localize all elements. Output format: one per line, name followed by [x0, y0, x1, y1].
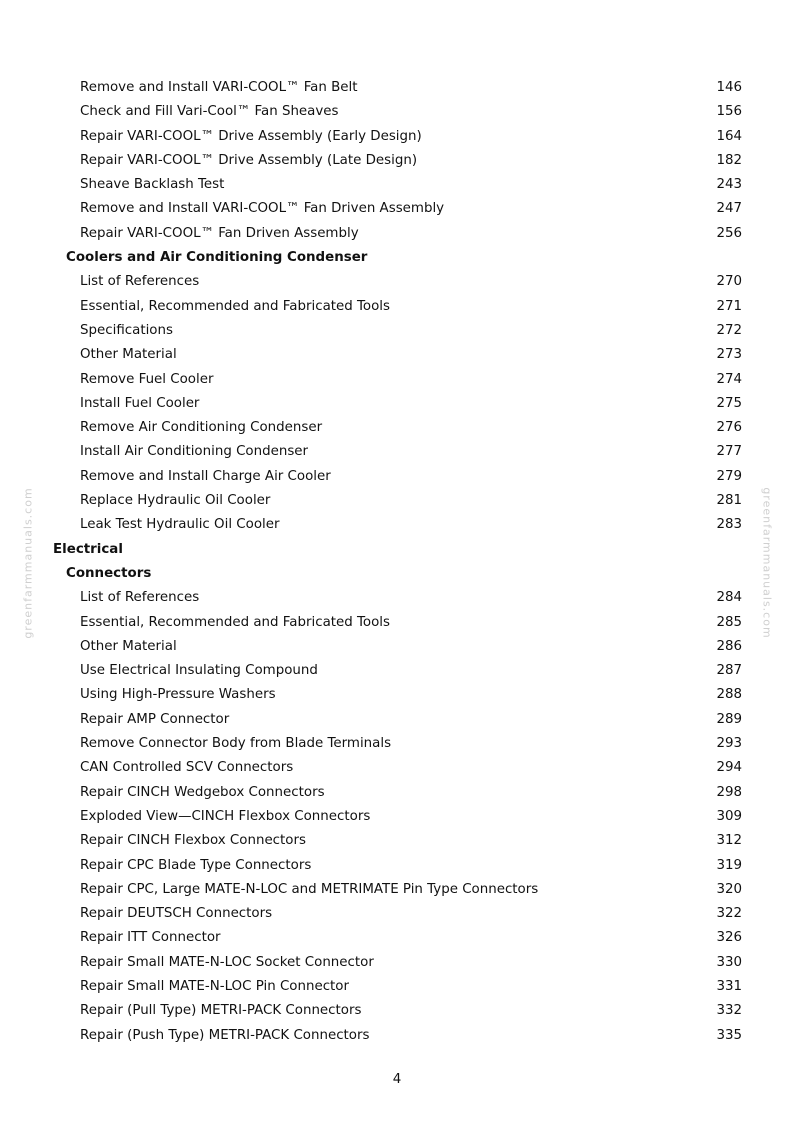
toc-title: List of References: [80, 274, 200, 290]
toc-title: Exploded View—CINCH Flexbox Connectors: [80, 808, 371, 824]
toc-title: Essential, Recommended and Fabricated Tools: [80, 298, 391, 314]
toc-title: Install Fuel Cooler: [80, 395, 200, 411]
toc-page-number: 146: [716, 80, 742, 95]
toc-page-number: 270: [716, 274, 742, 290]
toc-entry[interactable]: [0, 829, 794, 853]
toc-page-number: 332: [716, 1003, 742, 1019]
toc-title: Connectors: [66, 565, 152, 581]
toc-entry[interactable]: [0, 732, 794, 756]
toc-entry[interactable]: [0, 683, 794, 707]
toc-title: Other Material: [80, 347, 177, 363]
toc-title: Replace Hydraulic Oil Cooler: [80, 493, 271, 509]
toc-entry[interactable]: [0, 440, 794, 464]
toc-title: CAN Controlled SCV Connectors: [80, 760, 294, 776]
toc-entry[interactable]: [0, 708, 794, 732]
toc-page-number: 294: [716, 760, 742, 776]
toc-entry[interactable]: [0, 392, 794, 416]
toc-entry[interactable]: [0, 999, 794, 1023]
toc-entry[interactable]: [0, 611, 794, 635]
toc-page-number: 281: [716, 493, 742, 509]
toc-entry[interactable]: [0, 805, 794, 829]
toc-entry[interactable]: [0, 975, 794, 999]
toc-title: Remove Fuel Cooler: [80, 371, 214, 387]
toc-page-number: 164: [716, 128, 742, 144]
toc-title: Remove and Install VARI-COOL™ Fan Driven Assembly: [80, 201, 445, 217]
toc-page-number: 275: [716, 395, 742, 411]
toc-page-number: 272: [716, 322, 742, 338]
toc-page-number: 283: [716, 517, 742, 533]
toc-entry[interactable]: [0, 781, 794, 805]
toc-title: Remove Connector Body from Blade Terminals: [80, 736, 392, 752]
toc-title: Repair Small MATE-N-LOC Pin Connector: [80, 978, 350, 994]
toc-entry[interactable]: [0, 125, 794, 149]
toc-entry[interactable]: [0, 489, 794, 513]
toc-page-number: 285: [716, 614, 742, 630]
toc-page-number: 289: [716, 711, 742, 727]
toc-title: Remove Air Conditioning Condenser: [80, 420, 323, 436]
toc-title: Essential, Recommended and Fabricated Tools: [80, 614, 391, 630]
toc-title: Remove and Install VARI-COOL™ Fan Belt: [80, 80, 358, 95]
toc-page-number: 288: [716, 687, 742, 703]
toc-page-number: 298: [716, 784, 742, 800]
toc-entry[interactable]: [0, 951, 794, 975]
toc-entry[interactable]: [0, 295, 794, 319]
toc-page-number: 279: [716, 468, 742, 484]
toc-page-number: 274: [716, 371, 742, 387]
toc-entry[interactable]: [0, 659, 794, 683]
toc-page-number: 273: [716, 347, 742, 363]
table-of-contents: [0, 76, 794, 1048]
toc-entry[interactable]: [0, 878, 794, 902]
toc-entry[interactable]: [0, 222, 794, 246]
toc-entry[interactable]: [0, 586, 794, 610]
toc-title: Repair Small MATE-N-LOC Socket Connector: [80, 954, 374, 970]
toc-page-number: 271: [716, 298, 742, 314]
toc-page-number: 182: [716, 152, 742, 168]
toc-entry[interactable]: [0, 926, 794, 950]
toc-title: Specifications: [80, 322, 173, 338]
toc-entry[interactable]: [0, 270, 794, 294]
toc-title: Repair (Push Type) METRI-PACK Connectors: [80, 1027, 370, 1043]
toc-entry[interactable]: [0, 343, 794, 367]
toc-page-number: 320: [716, 881, 742, 897]
toc-entry[interactable]: [0, 368, 794, 392]
toc-page-number: 293: [716, 736, 742, 752]
toc-page-number: 331: [716, 978, 742, 994]
toc-page-number: 156: [716, 104, 742, 120]
toc-title: Repair CPC Blade Type Connectors: [80, 857, 312, 873]
watermark-left: greenfarmmanuals.com: [21, 487, 35, 639]
toc-entry[interactable]: [0, 76, 794, 100]
toc-title: Repair AMP Connector: [80, 711, 230, 727]
toc-title: Repair VARI-COOL™ Drive Assembly (Late Design): [80, 152, 418, 168]
toc-page-number: 247: [716, 201, 742, 217]
toc-page-number: 277: [716, 444, 742, 460]
toc-title: Using High-Pressure Washers: [80, 687, 276, 703]
toc-entry[interactable]: [0, 100, 794, 124]
toc-page-number: 309: [716, 808, 742, 824]
toc-title: Repair VARI-COOL™ Fan Driven Assembly: [80, 225, 359, 241]
toc-page-number: 335: [716, 1027, 742, 1043]
toc-page-number: 319: [716, 857, 742, 873]
toc-title: Install Air Conditioning Condenser: [80, 444, 309, 460]
toc-entry[interactable]: [0, 1024, 794, 1048]
toc-entry[interactable]: [0, 197, 794, 221]
toc-entry[interactable]: [0, 902, 794, 926]
toc-entry[interactable]: [0, 513, 794, 537]
toc-page-number: 312: [716, 833, 742, 849]
toc-page-number: 256: [716, 225, 742, 241]
toc-entry[interactable]: [0, 416, 794, 440]
toc-title: Leak Test Hydraulic Oil Cooler: [80, 517, 280, 533]
toc-title: Other Material: [80, 638, 177, 654]
toc-section[interactable]: [0, 246, 794, 270]
toc-page-number: 243: [716, 177, 742, 193]
toc-entry[interactable]: [0, 319, 794, 343]
toc-page-number: 284: [716, 590, 742, 606]
toc-page-number: 322: [716, 906, 742, 922]
toc-title: Repair CINCH Flexbox Connectors: [80, 833, 306, 849]
toc-title: Sheave Backlash Test: [80, 177, 225, 193]
toc-title: Use Electrical Insulating Compound: [80, 663, 318, 679]
toc-page-number: 276: [716, 420, 742, 436]
toc-entry[interactable]: [0, 149, 794, 173]
toc-entry[interactable]: [0, 756, 794, 780]
toc-entry[interactable]: [0, 465, 794, 489]
toc-title: Remove and Install Charge Air Cooler: [80, 468, 331, 484]
toc-entry[interactable]: [0, 173, 794, 197]
toc-title: Repair VARI-COOL™ Drive Assembly (Early Design): [80, 128, 422, 144]
toc-entry[interactable]: [0, 854, 794, 878]
toc-title: Coolers and Air Conditioning Condenser: [66, 250, 368, 266]
toc-page-number: 287: [716, 663, 742, 679]
page-number: 4: [392, 1072, 402, 1087]
toc-title: Repair (Pull Type) METRI-PACK Connectors: [80, 1003, 362, 1019]
toc-page-number: 330: [716, 954, 742, 970]
toc-title: Repair CPC, Large MATE-N-LOC and METRIMATE Pin Type Connectors: [80, 881, 539, 897]
toc-page-number: 326: [716, 930, 742, 946]
toc-chapter[interactable]: [0, 538, 794, 562]
toc-section[interactable]: [0, 562, 794, 586]
toc-title: Repair ITT Connector: [80, 930, 221, 946]
toc-title: Repair DEUTSCH Connectors: [80, 906, 273, 922]
toc-title: List of References: [80, 590, 200, 606]
toc-title: Electrical: [53, 541, 123, 557]
toc-title: Repair CINCH Wedgebox Connectors: [80, 784, 325, 800]
watermark-right: greenfarmmanuals.com: [760, 487, 774, 639]
toc-title: Check and Fill Vari-Cool™ Fan Sheaves: [80, 104, 339, 120]
toc-page-number: 286: [716, 638, 742, 654]
toc-entry[interactable]: [0, 635, 794, 659]
